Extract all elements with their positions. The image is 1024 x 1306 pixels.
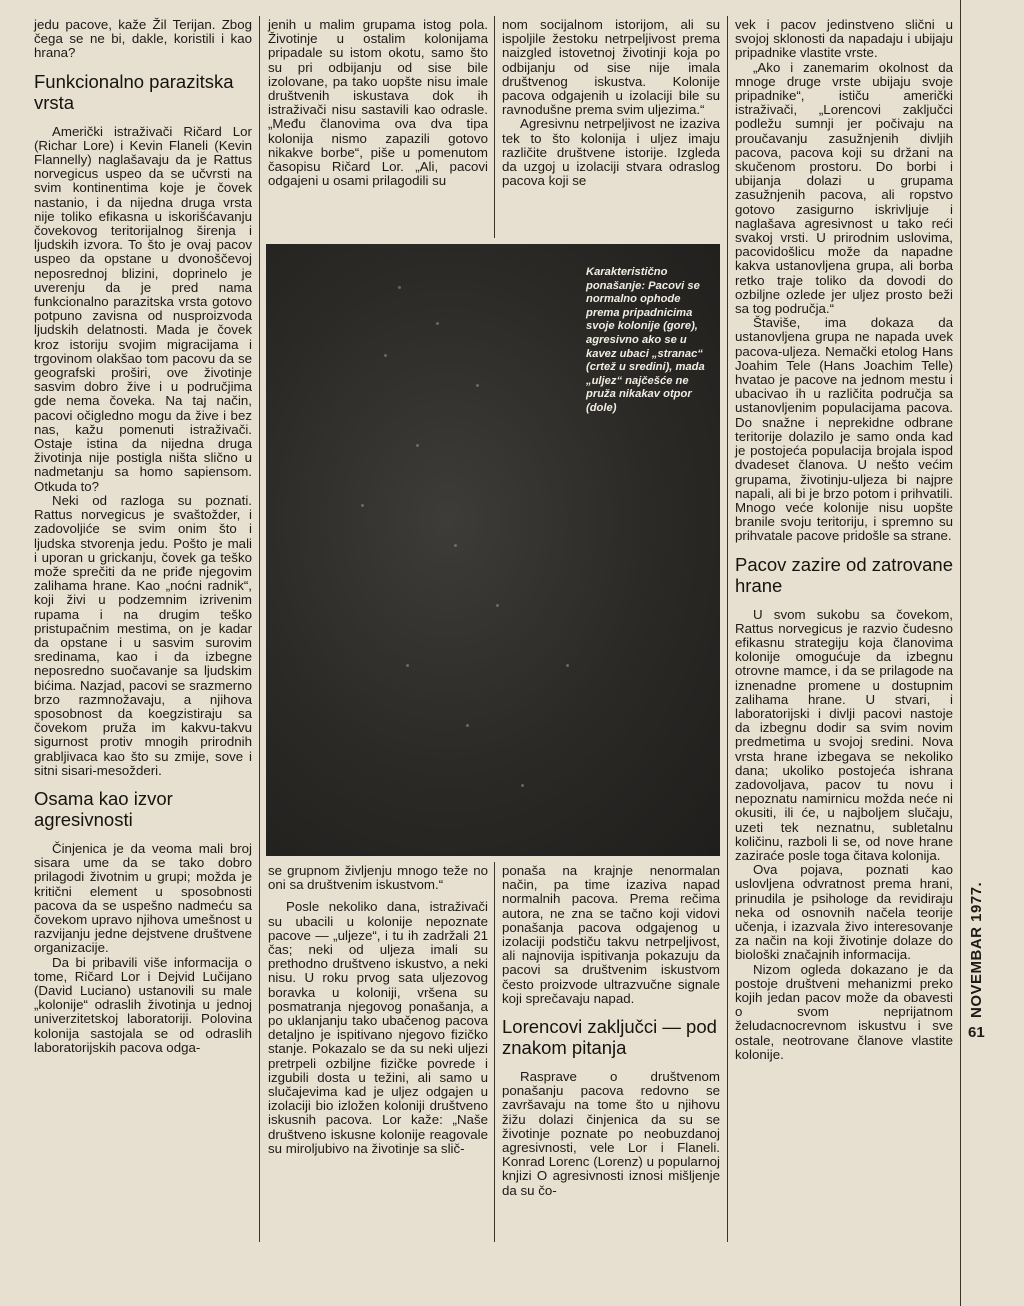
col3-top-paragraph-1: nom socijalnom istorijom, ali su ispoljile žestoku netrpeljivost prema naizgled istovetnoj životinji koja po odbijanju od sise nije imala društvenog iskustva. Kolonije pacova odgajenih u izolaciji bile su ravnodušne prema svim uljezima.“ <box>502 17 720 118</box>
photo-detail <box>416 444 419 447</box>
col2-bottom-paragraph-2: Posle nekoliko dana, istraživači su ubacili u kolonije nepoznate pacove — „uljeze“, i tu ih zadržali 21 čas; neki od uljeza imali su prethodno društveno iskustvo, a neki nisu. U roku prvog sata uljezovog boravka u koloniji, vršena su posmatranja njegovog ponašanja, a po uklanjanju tako ubačenog pacova detaljno je ispitivano njegovo fizičko stanje. Pokazalo se da su neki uljezi pretrpeli ozbiljne fizičke povrede i izgubili dosta u težini, ali samo u slučajevima kad je uljez odgajen u izolaciji bio izložen koloniji društveno iskusnih pacova. Lor kaže: „Naše društveno iskusne kolonije reagovale su miroljubivo na životinje sa slič- <box>268 899 488 1156</box>
col4-paragraph-5: Ova pojava, poznati kao uslovljena odvratnost prema hrani, prinudila je psihologe da revidiraju neka od osnovnih načela teorije učenja, i izazvala živo interesovanje za način na koji životinje dolaze do biološki značajnih informacija. <box>735 862 953 963</box>
heading-lorencovi-zakljucci: Lorencovi zaključci — pod znakom pitanja <box>502 1016 717 1059</box>
column-2-top <box>268 18 488 188</box>
column-2-bottom <box>268 864 488 1156</box>
column-rule-2-bottom <box>494 862 495 1242</box>
photo-detail <box>476 384 479 387</box>
photo-detail <box>384 354 387 357</box>
photo-detail <box>406 664 409 667</box>
col1-paragraph-4: Da bi pribavili više informacija o tome, Ričard Lor i Dejvid Lučijano (David Luciano) ustanovili su male „kolonije“ odraslih životinja u jednoj univerzitetskoj laboratoriji. Polovina kolonija sastojala se od odraslih laboratorijskih pacova odga- <box>34 954 252 1055</box>
column-4 <box>735 18 953 1062</box>
column-rule-2-top <box>494 16 495 238</box>
col4-paragraph-4: U svom sukobu sa čovekom, Rattus norvegicus je razvio čudesno efikasnu strategiju koja članovima kolonije omogućuje da izbegnu otrovne mamce, i da se prilagode na iznenadne promene u dostupnim zalihama hrane. U stvari, i laboratorijski i divlji pacovi nastoje da izbegnu dodir sa svim novim predmetima u svojoj sredini. Nova vrsta hrane izbegava se nekoliko dana; ukoliko postojeća ishrana zadovoljava, pacov tu novu i nepoznatu namirnicu možda neće ni okusiti, ili će, u najboljem slučaju, uzeti tek neznatnu, subletalnu količinu, razboli li se, od nove hrane zaziraće posle toga čitava kolonija. <box>735 606 953 863</box>
heading-pacov-zazire: Pacov zazire od zatrovane hrane <box>735 553 954 596</box>
column-3-bottom <box>502 864 720 1198</box>
col4-paragraph-1: vek i pacov jedinstveno slični u svojoj sklonosti da napadaju i ubijaju pripadnike vlastite vrste. <box>735 17 953 61</box>
col4-paragraph-2: „Ako i zanemarim okolnost da mnoge druge vrste ubijaju svoje pripadnike“, ističu američki istraživači, „Lorencovi zaključci podležu sumnji jer počivaju na proučavanju zasužnjenih divljih pacova, pacova koji su držani na skučenom prostoru. Do borbi i ubijanja dolazi u grupama zasužnjenih pacova, ali ropstvo gotovo zasigurno iskrivljuje i naglašava agresivnost u tako reći svakoj vrsti. U prirodnim uslovima, pacovidošlicu može da napadne kakva ustanovljena grupa, ali borba retko traje toliko da dovodi do ozbiljne ozlede jer uljez prosto beži sa tog područja.“ <box>735 59 953 317</box>
col4-paragraph-6: Nizom ogleda dokazano je da postoje društveni mehanizmi preko kojih jedan pacov može da obavesti o svom neprijatnom želudacnocrevnom iskustvu i sve ostale, neotrovane članove vlastite kolonije. <box>735 961 953 1062</box>
photo-detail <box>521 784 524 787</box>
col3-bottom-paragraph-2: Rasprave o društvenom ponašanju pacova redovno se završavaju na tome što u njihovu žižu dolazi činjenica da su se životinje poznate po neobuzdanoj agresivnosti, vele Lor i Flaneli. Konrad Lorenc (Lorenz) u popularnoj knjizi O agresivnosti iznosi mišljenje da su čo- <box>502 1069 720 1198</box>
col1-paragraph-3: Činjenica je da veoma mali broj sisara ume da se tako dobro prilagodi životnim u grupi; možda je kritični element u sposobnosti pacova da se uspešno nadmeću sa čovekom upravo njihova umešnost u razvijanju jedne dejstvene društvene organizacije. <box>34 840 252 956</box>
column-rule-1 <box>259 16 260 1242</box>
column-3-top <box>502 18 720 188</box>
column-rule-3 <box>727 16 728 1242</box>
photo-detail <box>436 322 439 325</box>
col1-intro: jedu pacove, kaže Žil Terijan. Zbog čega se ne bi, dakle, koristili i kao hrana? <box>34 17 252 61</box>
col2-bottom-paragraph-1: se grupnom življenju mnogo teže no oni sa društvenim iskustvom.“ <box>268 863 488 893</box>
page-number: 61 <box>968 1024 985 1041</box>
col2-top-paragraph: jenih u malim grupama istog pola. Životinje u ostalim kolonijama pripadale su istom okotu, samo što su pri odbijanju od sise bile izolovane, pa tako uopšte nisu imale društvenih iskustava dok ih istraživači nisu sastavili kao odrasle. „Među članovima ova dva tipa kolonija nismo zapazili gotovo nikakve borbe“, piše u pomenutom časopisu Ričard Lor. „Ali, pacovi odgajeni u osami prilagodili su <box>268 17 488 189</box>
col3-bottom-paragraph-1: ponaša na krajnje nenormalan način, pa time izaziva napad normalnih pacova. Prema rečima autora, ne zna se tačno koji vidovi ponašanja pacova odgajenog u izolaciji podstiču takvu netrpeljivost, ali najnovija ispitivanja pokazuju da pacovi sa društvenim iskustvom često proizvode ultrazvučne signale koji sprečavaju napad. <box>502 863 720 1006</box>
col1-paragraph-1: Američki istraživači Ričard Lor (Richar Lore) i Kevin Flaneli (Kevin Flannelly) naglašavaju da je Rattus norvegicus uspeo da se učvrsti na svim kontinentima koje je čovek nastanio, i da nijedna druga vrsta nije toliko efikasna u iskorišćavanju čovekovog teritorijalnog širenja i ljudskih izvora. To što je ovaj pacov uspeo da opstane u dvonoščevoj neposrednoj blizini, doprinelo je uverenju da je pred nama funkcionalno parazitska vrsta gotovo potpuno zavisna od nusproizvoda ljudskih delatnosti. Mada je čovek kroz istoriju svojim migracijama i trgovinom olakšao tom pacovu da se geografski proširi, ove životinje sasvim dobro žive i u područjima gde nema čoveka. Na taj način, pacovi očigledno mogu da žive i bez nas, kažu pomenuti istraživači. Ostaje istina da nijedna druga životinja nije postigla ništa slično u nadmetanju sa homo sapiensom. Otkuda to? <box>34 123 252 494</box>
photo-caption: Karakteristično ponašanje: Pacovi se normalno ophode prema pripadnicima svoje kolonije (gore), agresivno ako se u kavez ubaci „stranac“ (crtež u sredini), mada „uljez“ najčešće ne pruža nikakav otpor (dole) <box>586 266 705 414</box>
margin-rule <box>960 0 961 1306</box>
heading-funkcionalno-parazitska-vrsta: Funkcionalno parazitska vrsta <box>34 70 234 113</box>
photo-detail <box>566 664 569 667</box>
photo-detail <box>466 724 469 727</box>
issue-date-label: NOVEMBAR 1977. <box>968 881 985 1018</box>
photo-detail <box>454 544 457 547</box>
col4-paragraph-3: Štaviše, ima dokaza da ustanovljena grupa ne napada uvek pacova-uljeza. Nemački etolog Hans Joahim Tele (Hans Joachim Telle) hvatao je pacove na jednom mestu i ubacivao ih u različita područja sa ustanovljenim populacijama pacova. Do snažne i neprekidne odbrane teritorije dolazilo je samo onda kad je postojeća populacija brojala ispod dvadeset članova. U nešto većim grupama, životinju-uljeza bi najpre napali, ali bi je brzo potom i prihvatili. Mnogo veće kolonije nisu uopšte branile svoju teritoriju, i spremno su prihvatale pacove pridošle sa strane. <box>735 315 953 544</box>
photo-detail <box>496 604 499 607</box>
column-1 <box>34 18 252 1055</box>
photo-detail <box>361 504 364 507</box>
col3-top-paragraph-2: Agresivnu netrpeljivost ne izaziva tek to što kolonija i uljez imaju različite društvene istorije. Izgleda da uzgoj u izolaciji stvara odraslog pacova koji se <box>502 116 720 189</box>
photo-detail <box>398 286 401 289</box>
col1-paragraph-2: Neki od razloga su poznati. Rattus norvegicus je svaštožder, i zadovoljiće se svim onim što i ljudska stvorenja jedu. Pošto je mali i uporan u grickanju, čovek ga teško može sprečiti da ne priđe njegovim zalihama hrane. Kao „noćni radnik“, koji živi u podzemnim izrivenim rupama i na drugim teško pristupačnim mestima, on je kadar da opstane i u sasvim surovim sredinama, kao i da izbegne neposredno suočavanje sa ljudskim bićima. Nazjad, pacovi se srazmerno brzo razmnožavaju, a njihova sposobnost da koegzistiraju sa čovekom pruža im kakvu-takvu sigurnost protiv mnogih prirodnih grabljivaca kao što su zmije, sove i sitni sisari-mesožderi. <box>34 492 252 778</box>
heading-osama-kao-izvor-agresivnosti: Osama kao izvor agresivnosti <box>34 787 173 830</box>
